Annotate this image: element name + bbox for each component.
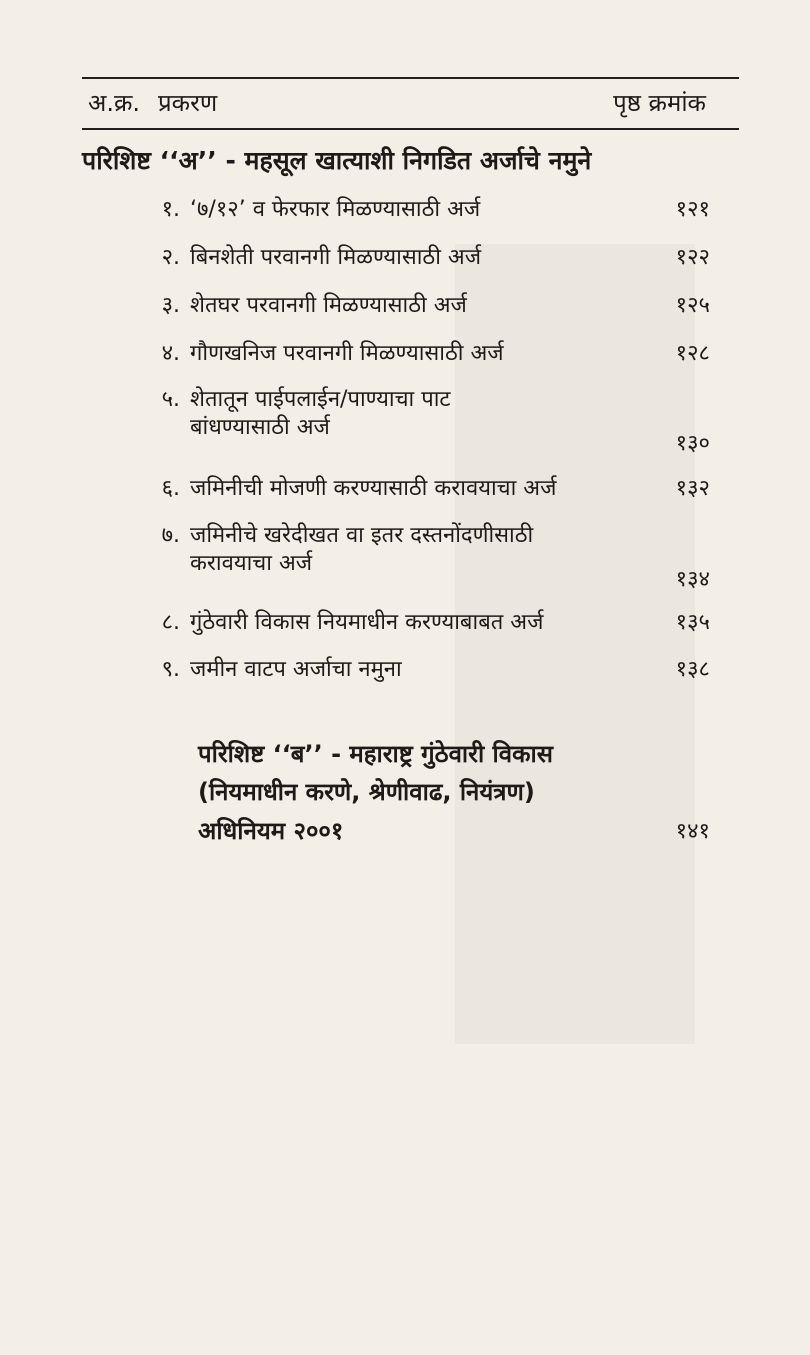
appendix-b-title xyxy=(198,735,718,850)
entry-number: ६. xyxy=(161,476,180,501)
entry-title: शेतातून पाईपलाईन/पाण्याचा पाट बांधण्यासाठी अर्ज xyxy=(190,387,451,440)
entry-page: १२८ xyxy=(675,341,710,366)
entry-page: १३४ xyxy=(675,567,710,592)
entry-title: शेतघर परवानगी मिळण्यासाठी अर्ज xyxy=(190,293,467,318)
entry-page: १२२ xyxy=(675,245,710,270)
entry-page: १३५ xyxy=(675,610,710,635)
chapter-column-label: प्रकरण xyxy=(158,89,218,117)
entry-number: ९. xyxy=(161,657,180,682)
entry-title: जमीन वाटप अर्जाचा नमुना xyxy=(190,657,402,682)
entry-number: १. xyxy=(161,197,180,222)
appendix-b-page: १४१ xyxy=(675,819,710,844)
entry-number: ८. xyxy=(161,610,180,635)
entry-number: ७. xyxy=(161,523,180,548)
entry-number: ५. xyxy=(161,387,180,412)
entry-title: गुंठेवारी विकास नियमाधीन करण्याबाबत अर्ज xyxy=(190,610,544,635)
appendix-b-line-1: परिशिष्ट ‘‘ब’’ - महाराष्ट्र गुंठेवारी विकास xyxy=(198,740,553,768)
serial-column-label: अ.क्र. xyxy=(88,89,141,117)
entry-number: ३. xyxy=(161,293,180,318)
entry-number: २. xyxy=(161,245,180,270)
entry-title: जमिनीची मोजणी करण्यासाठी करावयाचा अर्ज xyxy=(190,476,557,501)
entry-page: १३० xyxy=(675,431,710,456)
entry-number: ४. xyxy=(161,341,180,366)
entry-page: १३२ xyxy=(675,476,710,501)
appendix-a-title: परिशिष्ट ‘‘अ’’ - महसूल खात्याशी निगडित अर्जाचे नमुने xyxy=(82,146,592,175)
entry-title: ‘७/१२’ व फेरफार मिळण्यासाठी अर्ज xyxy=(190,197,481,222)
entry-title: जमिनीचे खरेदीखत वा इतर दस्तनोंदणीसाठी करावयाचा अर्ज xyxy=(190,523,534,576)
appendix-b-line-3: अधिनियम २००१ xyxy=(198,816,344,845)
appendix-b-line-2: (नियमाधीन करणे, श्रेणीवाढ, नियंत्रण) xyxy=(198,778,535,807)
page-column-label: पृष्ठ क्रमांक xyxy=(613,89,706,117)
entry-page: १२१ xyxy=(675,197,710,222)
entry-title: गौणखनिज परवानगी मिळण्यासाठी अर्ज xyxy=(190,341,504,366)
entry-page: १३८ xyxy=(675,657,710,682)
entry-page: १२५ xyxy=(675,293,710,318)
entry-title: बिनशेती परवानगी मिळण्यासाठी अर्ज xyxy=(190,245,482,270)
